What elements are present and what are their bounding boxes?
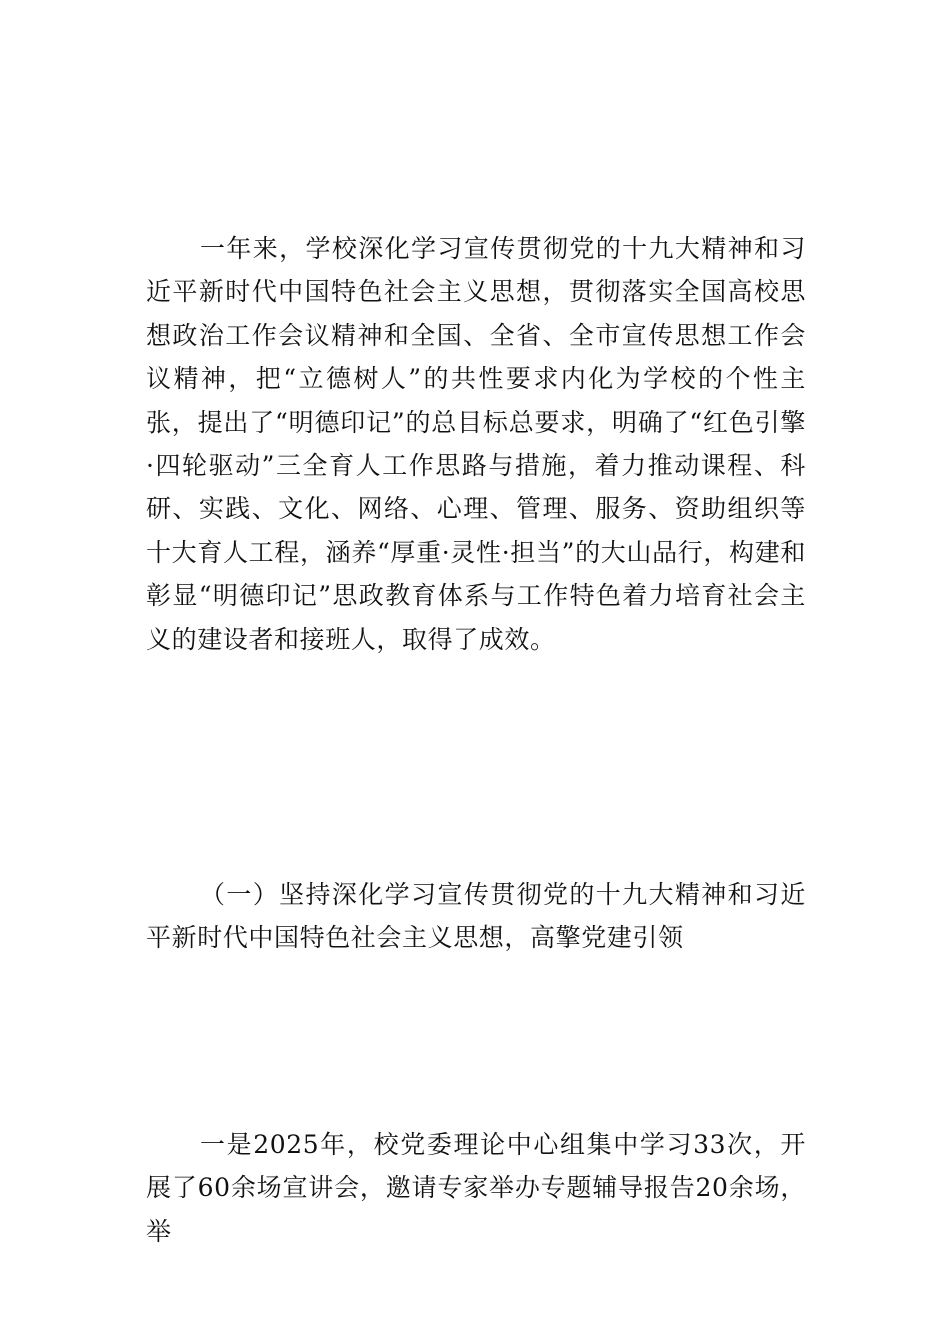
section-heading-1: （一）坚持深化学习宣传贯彻党的十九大精神和习近平新时代中国特色社会主义思想，高擎党建引领	[146, 880, 806, 953]
body-paragraph: 一是2025年，校党委理论中心组集中学习33次，开展了60余场宣讲会，邀请专家举办专题辅导报告20余场，举	[146, 1130, 806, 1246]
intro-paragraph: 一年来，学校深化学习宣传贯彻党的十九大精神和习近平新时代中国特色社会主义思想，贯彻落实全国高校思想政治工作会议精神和全国、全省、全市宣传思想工作会议精神，把“立德树人”的共性要求内化为学校的个性主张，提出了“明德印记”的总目标总要求，明确了“红色引擎·四轮驱动”三全育人工作思路与措施，着力推动课程、科研、实践、文化、网络、心理、管理、服务、资助组织等十大育人工程，涵养“厚重·灵性·担当”的大山品行，构建和彰显“明德印记”思政教育体系与工作特色着力培育社会主义的建设者和接班人，取得了成效。	[146, 234, 806, 654]
